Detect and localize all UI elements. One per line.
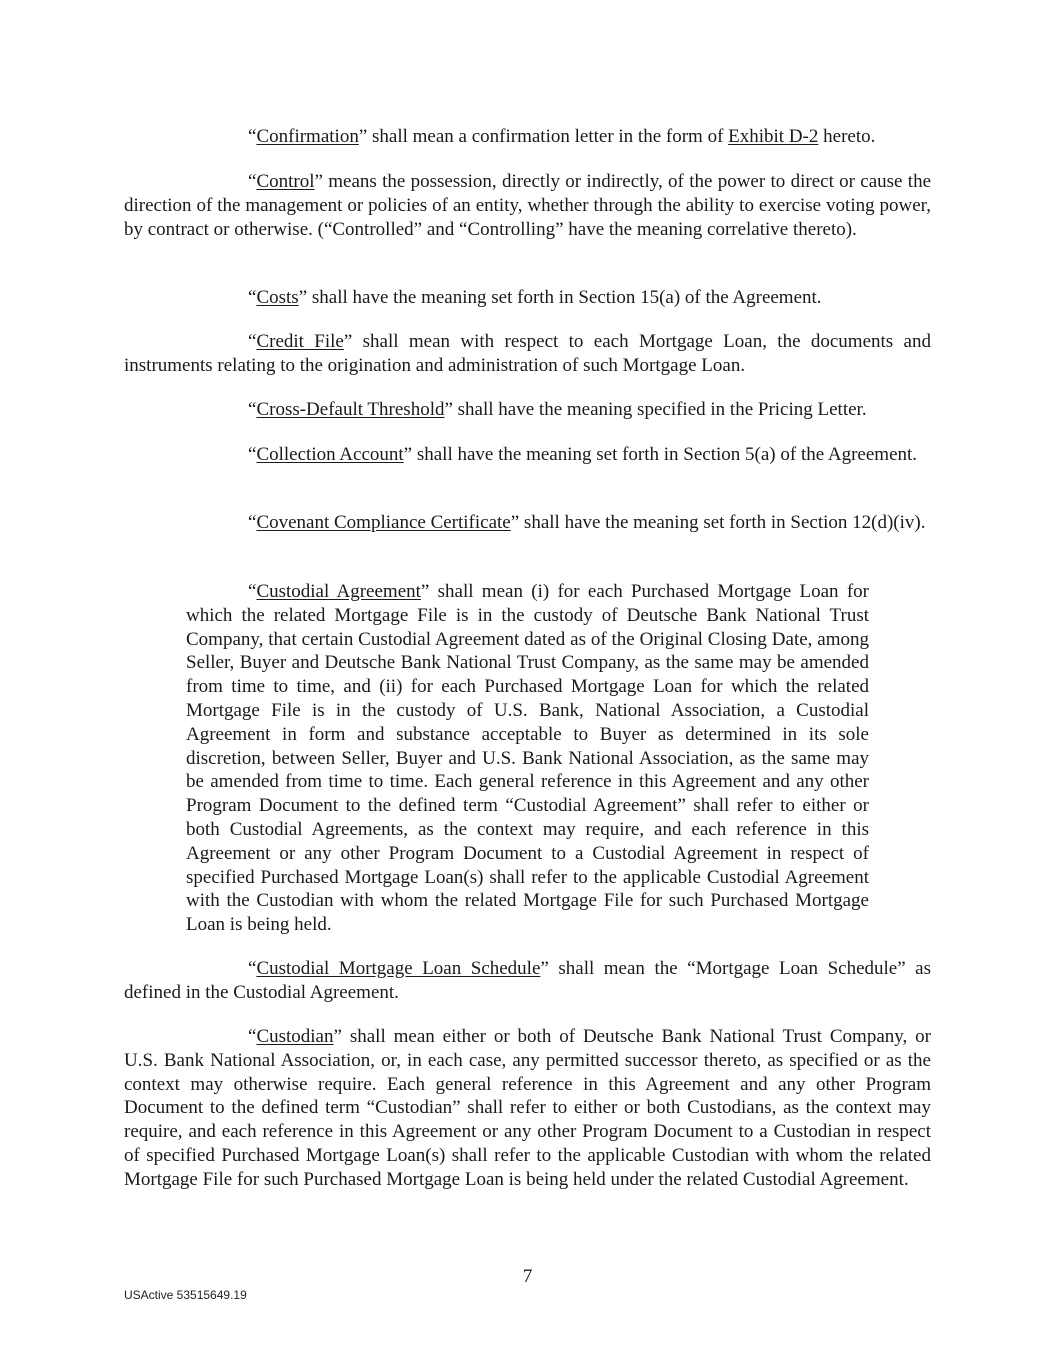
definition-text: ” shall have the meaning set forth in Section 5(a) of the Agreement. [403,444,918,465]
definition-costs: “Costs” shall have the meaning set forth in Section 15(a) of the Agreement. [248,287,822,308]
defined-term: Cross-Default Threshold [256,399,445,420]
definition-covenant-compliance-certificate: “Covenant Compliance Certificate” shall have the meaning set forth in Section 12(d)(iv). [248,512,926,533]
definition-text: hereto. [818,126,876,147]
definition-custodial-mortgage-loan-schedule: “Custodial Mortgage Loan Schedule” shall mean the “Mortgage Loan Schedule” as defined in the Custodial Agreement. [124,958,931,1003]
defined-term: Collection Account [256,444,404,465]
definition-text: ” shall mean a confirmation letter in the form of [358,126,729,147]
definition-control: “Control” means the possession, directly or indirectly, of the power to direct or cause the direction of the management or policies of an entity, whether through the ability to exercise voting power, by contract or otherwise. (“Controlled” and “Controlling” have the meaning correlative thereto). [124,171,931,240]
page-number: 7 [522,1266,533,1287]
defined-term: Costs [256,287,299,308]
definition-custodial-agreement: “Custodial Agreement” shall mean (i) for each Purchased Mortgage Loan for which the related Mortgage File is in the custody of Deutsche Bank National Trust Company, that certain Custodial Agreement dated as of the Original Closing Date, among Seller, Buyer and Deutsche Bank National Trust Company, as the same may be amended from time to time, and (ii) for each Purchased Mortgage Loan for which the related Mortgage File is in the custody of U.S. Bank, National Association, a Custodial Agreement in form and substance acceptable to Buyer as determined in its sole discretion, between Seller, Buyer and U.S. Bank National Association, as the same may be amended from time to time. Each general reference in this Agreement and any other Program Document to the defined term “Custodial Agreement” shall refer to either or both Custodial Agreements, as the context may require, and each reference in this Agreement or any other Program Document to a Custodial Agreement in respect of specified Purchased Mortgage Loan(s) shall refer to the applicable Custodial Agreement with the Custodian with whom the related Mortgage File for such Purchased Mortgage Loan is being held. [186,581,869,936]
definition-text: ” means the possession, directly or indirectly, of the power to direct or cause the direction of the management or policies of an entity, whether through the ability to exercise voting power, by contract or otherwise. (“Controlled” and “Controlling” have the meaning correlative thereto). [124,171,931,240]
defined-term: Control [256,171,315,192]
definition-text: ” shall mean (i) for each Purchased Mortgage Loan for which the related Mortgage File is in the custody of Deutsche Bank National Trust Company, that certain Custodial Agreement dated as of the Original Closing Date, among Seller, Buyer and Deutsche Bank National Trust Company, as the same may be amended from time to time, and (ii) for each Purchased Mortgage Loan for which the related Mortgage File is in the custody of U.S. Bank, National Association, a Custodial Agreement in form and substance acceptable to Buyer as determined in its sole discretion, between Seller, Buyer and U.S. Bank National Association, as the same may be amended from time to time. Each general reference in this Agreement and any other Program Document to the defined term “Custodial Agreement” shall refer to either or both Custodial Agreements, as the context may require, and each reference in this Agreement or any other Program Document to a Custodial Agreement in respect of specified Purchased Mortgage Loan(s) shall refer to the applicable Custodial Agreement with the Custodian with whom the related Mortgage File for such Purchased Mortgage Loan is being held. [186,581,869,936]
defined-term: Confirmation [256,126,359,147]
defined-term: Custodian [256,1026,334,1047]
definition-custodian: “Custodian” shall mean either or both of Deutsche Bank National Trust Company, or U.S. Bank National Association, or, in each case, any permitted successor thereto, as specified or as the context may otherwise require. Each general reference in this Agreement and any other Program Document to the defined term “Custodian” shall refer to either or both Custodians, as the context may require, and each reference in this Agreement or any other Program Document to a Custodian in respect of specified Purchased Mortgage Loan(s) shall refer to the applicable Custodian with whom the related Mortgage File for such Purchased Mortgage Loan is being held under the related Custodial Agreement. [124,1026,931,1190]
definition-cross-default-threshold: “Cross-Default Threshold” shall have the meaning specified in the Pricing Letter. [248,399,867,420]
definition-text: ” shall mean the “Mortgage Loan Schedule” as defined in the Custodial Agreement. [124,958,931,1003]
definition-credit-file: “Credit File” shall mean with respect to each Mortgage Loan, the documents and instruments relating to the origination and administration of such Mortgage Loan. [124,331,931,376]
defined-term: Custodial Mortgage Loan Schedule [256,958,541,979]
defined-term: Credit File [256,331,344,352]
defined-term: Covenant Compliance Certificate [256,512,511,533]
definition-text: ” shall have the meaning set forth in Section 15(a) of the Agreement. [298,287,822,308]
definition-text: ” shall have the meaning set forth in Section 12(d)(iv). [510,512,926,533]
definition-text: ” shall mean with respect to each Mortgage Loan, the documents and instruments relating to the origination and administration of such Mortgage Loan. [124,331,931,376]
definition-collection-account: “Collection Account” shall have the meaning set forth in Section 5(a) of the Agreement. [248,444,918,465]
definition-text: ” shall mean either or both of Deutsche Bank National Trust Company, or U.S. Bank National Association, or, in each case, any permitted successor thereto, as specified or as the context may otherwise require. Each general reference in this Agreement and any other Program Document to the defined term “Custodian” shall refer to either or both Custodians, as the context may require, and each reference in this Agreement or any other Program Document to a Custodian in respect of specified Purchased Mortgage Loan(s) shall refer to the applicable Custodian with whom the related Mortgage File for such Purchased Mortgage Loan is being held under the related Custodial Agreement. [124,1026,931,1190]
document-id: USActive 53515649.19 [124,1288,247,1302]
defined-term: Custodial Agreement [256,581,421,602]
definition-text: ” shall have the meaning specified in the Pricing Letter. [444,399,867,420]
exhibit-reference: Exhibit D-2 [728,126,819,147]
definition-confirmation: “Confirmation” shall mean a confirmation letter in the form of Exhibit D-2 hereto. [248,126,876,147]
